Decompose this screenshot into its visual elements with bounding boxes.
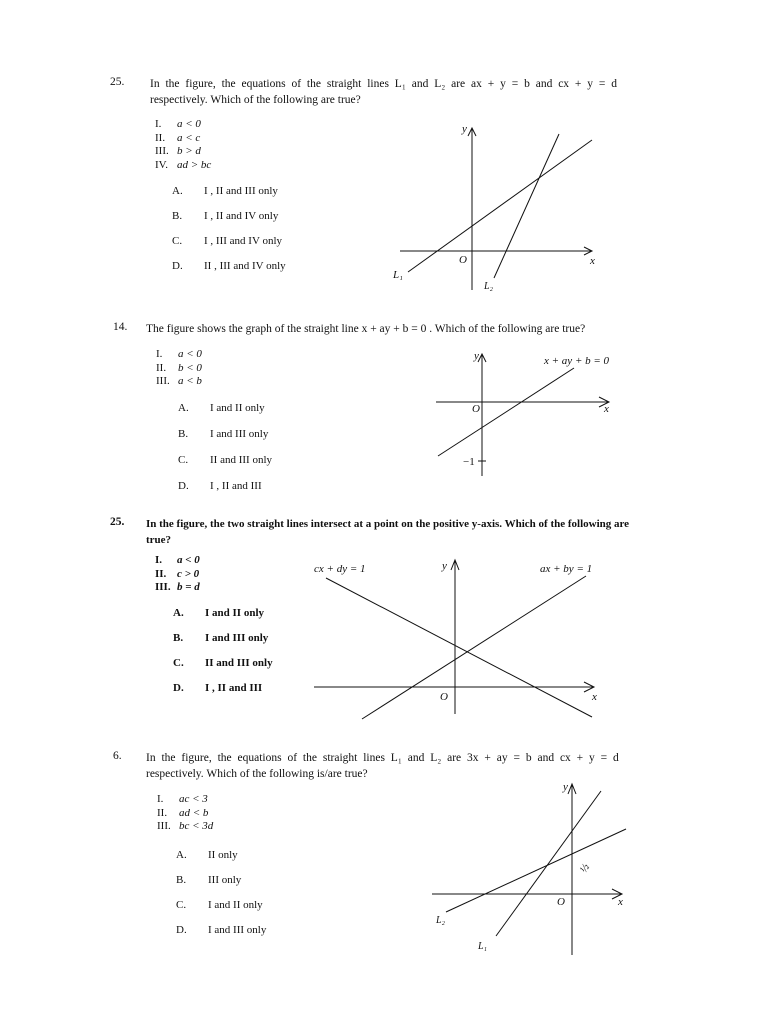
line-l1 — [496, 791, 601, 936]
x-axis-label: x — [590, 255, 595, 267]
option-d[interactable]: D. I and III only — [176, 924, 267, 936]
statement: II. a < c — [155, 131, 201, 144]
line-ax-by-label: ax + by = 1 — [540, 563, 593, 575]
origin-label: O — [459, 254, 467, 266]
option-d[interactable]: D. I , II and III — [178, 480, 262, 492]
line-l2-label: L₂ — [436, 915, 446, 926]
line-l2 — [446, 829, 626, 912]
y-axis-label: y — [442, 560, 447, 572]
line-l1-label: L₁ — [478, 941, 488, 952]
option-c[interactable]: C. I and II only — [176, 899, 263, 911]
x-axis-label: x — [618, 896, 623, 908]
x-axis-label: x — [592, 691, 597, 703]
stem-line: respectively. Which of the following is/are true? — [146, 768, 368, 780]
option-d[interactable]: D. I , II and III — [173, 682, 263, 694]
option-c[interactable]: C. I , III and IV only — [172, 235, 282, 247]
stem-line: true? — [146, 534, 172, 546]
option-a[interactable]: A. II only — [176, 849, 238, 861]
stem-line: In the figure, the equations of the straight lines L₁ and L₂ are ax + y = b and cx + y = d — [150, 78, 618, 90]
statement: III. b > d — [155, 145, 201, 157]
statement: I. ac < 3 — [157, 793, 208, 805]
intercept-label: −1 — [463, 456, 475, 468]
statement: III. b = d — [155, 581, 200, 593]
line-equation-label: x + ay + b = 0 — [544, 355, 610, 367]
option-a[interactable]: A. I and II only — [173, 607, 265, 619]
option-c[interactable]: C. II and III only — [178, 454, 273, 466]
statement: III. bc < 3d — [157, 820, 214, 832]
statement: I. a < 0 — [155, 118, 201, 130]
option-b[interactable]: B. I , II and IV only — [172, 210, 279, 222]
stem-line: The figure shows the graph of the straight line x + ay + b = 0 . Which of the following are true? — [146, 323, 586, 335]
statement: II. c > 0 — [155, 567, 200, 580]
y-axis-label: y — [462, 123, 467, 135]
line-l2-label: L₂ — [484, 281, 494, 292]
statement: I. a < 0 — [156, 348, 202, 360]
question-number: 25. — [110, 516, 125, 528]
option-b[interactable]: B. I and III only — [178, 428, 269, 440]
origin-label: O — [557, 896, 565, 908]
option-c[interactable]: C. II and III only — [173, 657, 273, 669]
y-axis-label: y — [563, 781, 568, 793]
y-axis-label: y — [474, 350, 479, 362]
statement: II. ad < b — [157, 806, 209, 819]
x-axis-label: x — [604, 403, 609, 415]
option-b[interactable]: B. III only — [176, 874, 242, 886]
statement: I. a < 0 — [155, 554, 200, 566]
question-number: 14. — [113, 321, 128, 333]
line-l1-label: L₁ — [393, 269, 403, 281]
statement: II. b < 0 — [156, 361, 202, 374]
origin-label: O — [440, 691, 448, 703]
statement: IV. ad > bc — [155, 158, 212, 171]
origin-label: O — [472, 403, 480, 415]
stem-line: respectively. Which of the following are true? — [150, 94, 361, 106]
stem-line: In the figure, the two straight lines intersect at a point on the positive y-axis. Which of the following are — [146, 518, 630, 530]
stem-line: In the figure, the equations of the straight lines L₁ and L₂ are 3x + ay = b and cx + y = d — [146, 752, 619, 764]
question-number: 6. — [113, 750, 122, 762]
line-cx-dy-label: cx + dy = 1 — [314, 563, 366, 575]
question-number: 25. — [110, 76, 125, 88]
statement: III. a < b — [156, 375, 202, 387]
option-a[interactable]: A. I and II only — [178, 402, 265, 414]
option-a[interactable]: A. I , II and III only — [172, 185, 278, 197]
option-b[interactable]: B. I and III only — [173, 632, 269, 644]
handwritten-mark: ½ — [577, 861, 593, 875]
option-d[interactable]: D. II , III and IV only — [172, 260, 286, 272]
